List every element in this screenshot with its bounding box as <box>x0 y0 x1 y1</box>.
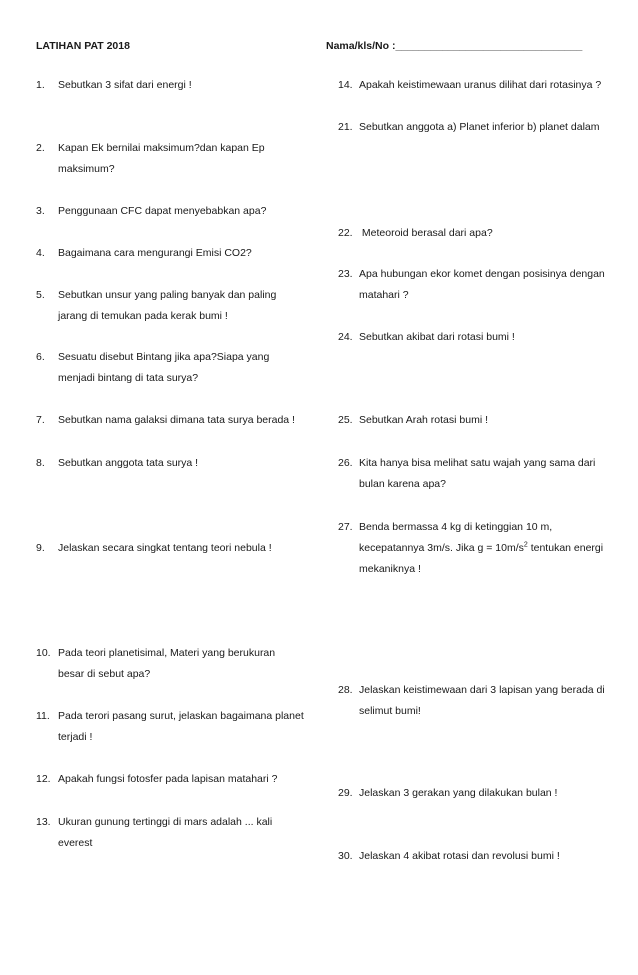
question-text: Jelaskan 4 akibat rotasi dan revolusi bumi ! <box>359 850 560 862</box>
question-9 <box>36 538 306 559</box>
question-text: Sebutkan Arah rotasi bumi ! <box>359 414 488 426</box>
question-2 <box>36 138 306 180</box>
question-number: 6. <box>36 351 45 363</box>
question-30 <box>338 846 614 867</box>
question-21 <box>338 117 614 138</box>
question-number: 23. <box>338 268 353 280</box>
question-text: Pada terori pasang surut, jelaskan bagaimana planet terjadi ! <box>58 710 304 743</box>
question-number: 14. <box>338 79 353 91</box>
question-22 <box>338 223 614 244</box>
question-text: Ukuran gunung tertinggi di mars adalah ... kali everest <box>58 816 273 849</box>
question-4 <box>36 243 306 264</box>
question-number: 22. <box>338 227 353 239</box>
superscript: 2 <box>523 541 528 549</box>
question-number: 5. <box>36 289 45 301</box>
question-text: Jelaskan keistimewaan dari 3 lapisan yang berada di selimut bumi! <box>359 684 605 717</box>
question-text: Sesuatu disebut Bintang jika apa?Siapa yang menjadi bintang di tata surya? <box>58 351 270 384</box>
question-number: 1. <box>36 79 45 91</box>
question-number: 2. <box>36 142 45 154</box>
question-text: Penggunaan CFC dapat menyebabkan apa? <box>58 205 267 217</box>
question-number: 27. <box>338 521 353 533</box>
question-text: Sebutkan 3 sifat dari energi ! <box>58 79 192 91</box>
question-24 <box>338 327 614 348</box>
question-text: Apa hubungan ekor komet dengan posisinya dengan matahari ? <box>359 268 605 301</box>
question-number: 30. <box>338 850 353 862</box>
question-text: Apakah keistimewaan uranus dilihat dari rotasinya ? <box>359 79 602 91</box>
question-number: 8. <box>36 457 45 469</box>
question-text: Meteoroid berasal dari apa? <box>359 227 493 239</box>
question-number: 10. <box>36 647 51 659</box>
question-number: 12. <box>36 773 51 785</box>
question-text: Sebutkan anggota a) Planet inferior b) planet dalam <box>359 121 600 133</box>
question-number: 28. <box>338 684 353 696</box>
question-text: Jelaskan 3 gerakan yang dilakukan bulan ! <box>359 787 558 799</box>
question-29 <box>338 783 614 804</box>
question-1 <box>36 75 306 96</box>
question-number: 7. <box>36 414 45 426</box>
question-8 <box>36 453 306 474</box>
question-13 <box>36 812 306 854</box>
question-28 <box>338 680 614 722</box>
question-7 <box>36 410 306 431</box>
question-14 <box>338 75 614 96</box>
question-3 <box>36 201 306 222</box>
question-6 <box>36 347 306 389</box>
question-text: Pada teori planetisimal, Materi yang berukuran besar di sebut apa? <box>58 647 276 680</box>
question-number: 25. <box>338 414 353 426</box>
question-text: Sebutkan akibat dari rotasi bumi ! <box>359 331 515 343</box>
student-identity-field[interactable]: Nama/kls/No :________________________________ <box>326 40 583 52</box>
question-number: 3. <box>36 205 45 217</box>
question-number: 4. <box>36 247 45 259</box>
question-27 <box>338 517 614 580</box>
question-number: 11. <box>36 710 50 722</box>
question-number: 13. <box>36 816 51 828</box>
question-5 <box>36 285 306 327</box>
worksheet-title: LATIHAN PAT 2018 <box>36 40 130 52</box>
question-text: Kita hanya bisa melihat satu wajah yang sama dari bulan karena apa? <box>359 457 596 490</box>
question-number: 29. <box>338 787 353 799</box>
question-10 <box>36 643 306 685</box>
question-number: 24. <box>338 331 353 343</box>
question-25 <box>338 410 614 431</box>
question-26 <box>338 453 614 495</box>
question-text: Bagaimana cara mengurangi Emisi CO2? <box>58 247 252 259</box>
question-text-cont: tentukan energi mekaniknya ! <box>359 542 604 575</box>
question-number: 9. <box>36 542 45 554</box>
question-number: 26. <box>338 457 353 469</box>
question-text: Benda bermassa 4 kg di ketinggian 10 m, kecepatannya 3m/s. Jika g = 10m/s <box>359 521 553 554</box>
question-11 <box>36 706 306 748</box>
question-text: Apakah fungsi fotosfer pada lapisan matahari ? <box>58 773 278 785</box>
question-text: Sebutkan nama galaksi dimana tata surya berada ! <box>58 414 295 426</box>
question-text: Kapan Ek bernilai maksimum?dan kapan Ep maksimum? <box>58 142 265 175</box>
question-number: 21. <box>338 121 353 133</box>
question-text: Sebutkan anggota tata surya ! <box>58 457 199 469</box>
question-12 <box>36 769 306 790</box>
question-text: Sebutkan unsur yang paling banyak dan paling jarang di temukan pada kerak bumi ! <box>58 289 277 322</box>
question-23 <box>338 264 614 306</box>
question-text: Jelaskan secara singkat tentang teori nebula ! <box>58 542 272 554</box>
